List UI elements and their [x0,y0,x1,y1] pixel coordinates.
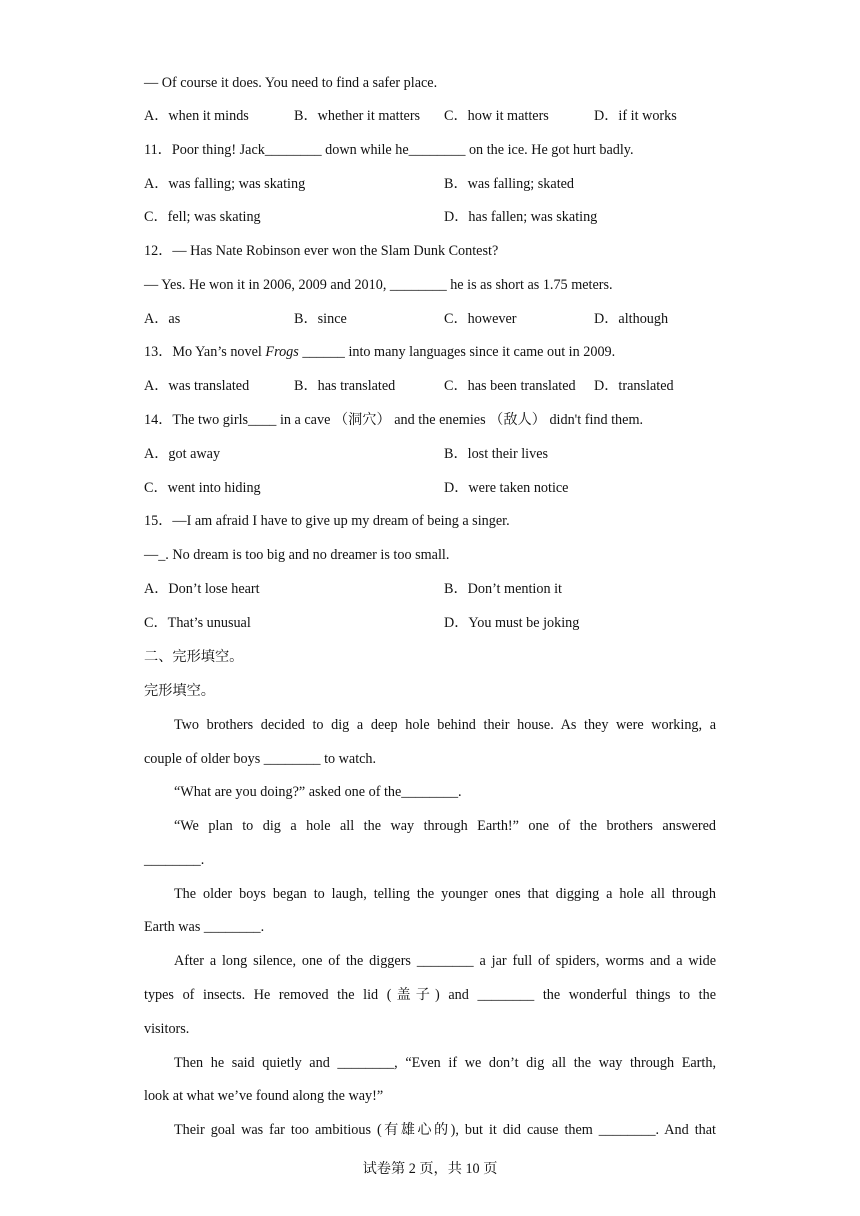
q12-option-d: D．although [594,311,669,327]
q12-option-c: C．however [444,311,517,327]
q14-option-c: C．went into hiding [144,480,261,496]
passage-p1-line2: couple of older boys ________ to watch. [144,751,377,767]
q15-option-c: C．That’s unusual [144,615,251,631]
passage-p4-line2: Earth was ________. [144,919,265,935]
q10-option-d: D．if it works [594,108,677,124]
q11-stem: 11．Poor thing! Jack________ down while he________ on the ice. He got hurt badly. [144,142,634,158]
q12-option-b: B．since [294,311,347,327]
q15-option-a: A．Don’t lose heart [144,581,260,597]
section-subheading: 完形填空。 [144,683,215,699]
q14-option-a: A．got away [144,446,221,462]
q15-option-d: D．You must be joking [444,615,580,631]
passage-p4-line1: The older boys began to laugh, telling the younger ones that digging a hole all through [174,886,716,902]
q11-option-b: B．was falling; skated [444,176,575,192]
q11-option-a: A．was falling; was skating [144,176,306,192]
q10-option-b: B．whether it matters [294,108,421,124]
q13-stem [144,343,615,361]
q15-stem: 15．—I am afraid I have to give up my dream of being a singer. [144,513,510,529]
passage-p5-line1: After a long silence, one of the diggers ________ a jar full of spiders, worms and a wide [174,953,716,969]
q11-option-d: D．has fallen; was skating [444,209,598,225]
q10-answer-line: — Of course it does. You need to find a safer place. [144,75,438,91]
passage-p5-line2: types of insects. He removed the lid (盖子) and ________ the wonderful things to the [144,987,716,1003]
q15-stem-reply: —_. No dream is too big and no dreamer is too small. [144,547,450,563]
passage-p6-line2: look at what we’ve found along the way!” [144,1088,384,1104]
q13-option-b: B．has translated [294,378,396,394]
passage-p1-line1: Two brothers decided to dig a deep hole behind their house. As they were working, a [174,717,716,733]
q13-stem-before: 13．Mo Yan’s novel [144,344,266,360]
q14-option-d: D．were taken notice [444,480,569,496]
page-footer: 试卷第 2 页，共 10 页 [362,1161,498,1177]
passage-p2: “What are you doing?” asked one of the________. [174,784,462,800]
q15-option-b: B．Don’t mention it [444,581,562,597]
q13-stem-after: ______ into many languages since it came out in 2009. [298,344,616,360]
q14-stem: 14．The two girls____ in a cave （洞穴） and the enemies （敌人） didn't find them. [144,412,644,428]
q13-option-a: A．was translated [144,378,250,394]
q10-option-a: A．when it minds [144,108,249,124]
q14-option-b: B．lost their lives [444,446,549,462]
passage-p7-line1: Their goal was far too ambitious (有雄心的), but it did cause them ________. And that [174,1122,716,1138]
q12-stem: 12．— Has Nate Robinson ever won the Slam Dunk Contest? [144,243,499,259]
passage-p5-line3: visitors. [144,1021,190,1037]
q13-option-d: D．translated [594,378,674,394]
passage-p3-line1: “We plan to dig a hole all the way through Earth!” one of the brothers answered [174,818,716,834]
passage-p6-line1: Then he said quietly and ________, “Even if we don’t dig all the way through Earth, [174,1055,716,1071]
section-heading: 二、完形填空。 [144,649,244,665]
q13-stem-title: Frogs [265,344,299,360]
passage-p3-line2: ________. [144,852,205,868]
q12-stem-answer: — Yes. He won it in 2006, 2009 and 2010, ________ he is as short as 1.75 meters. [144,277,613,293]
q10-option-c: C．how it matters [444,108,549,124]
q11-option-c: C．fell; was skating [144,209,261,225]
q13-option-c: C．has been translated [444,378,576,394]
q12-option-a: A．as [144,311,181,327]
